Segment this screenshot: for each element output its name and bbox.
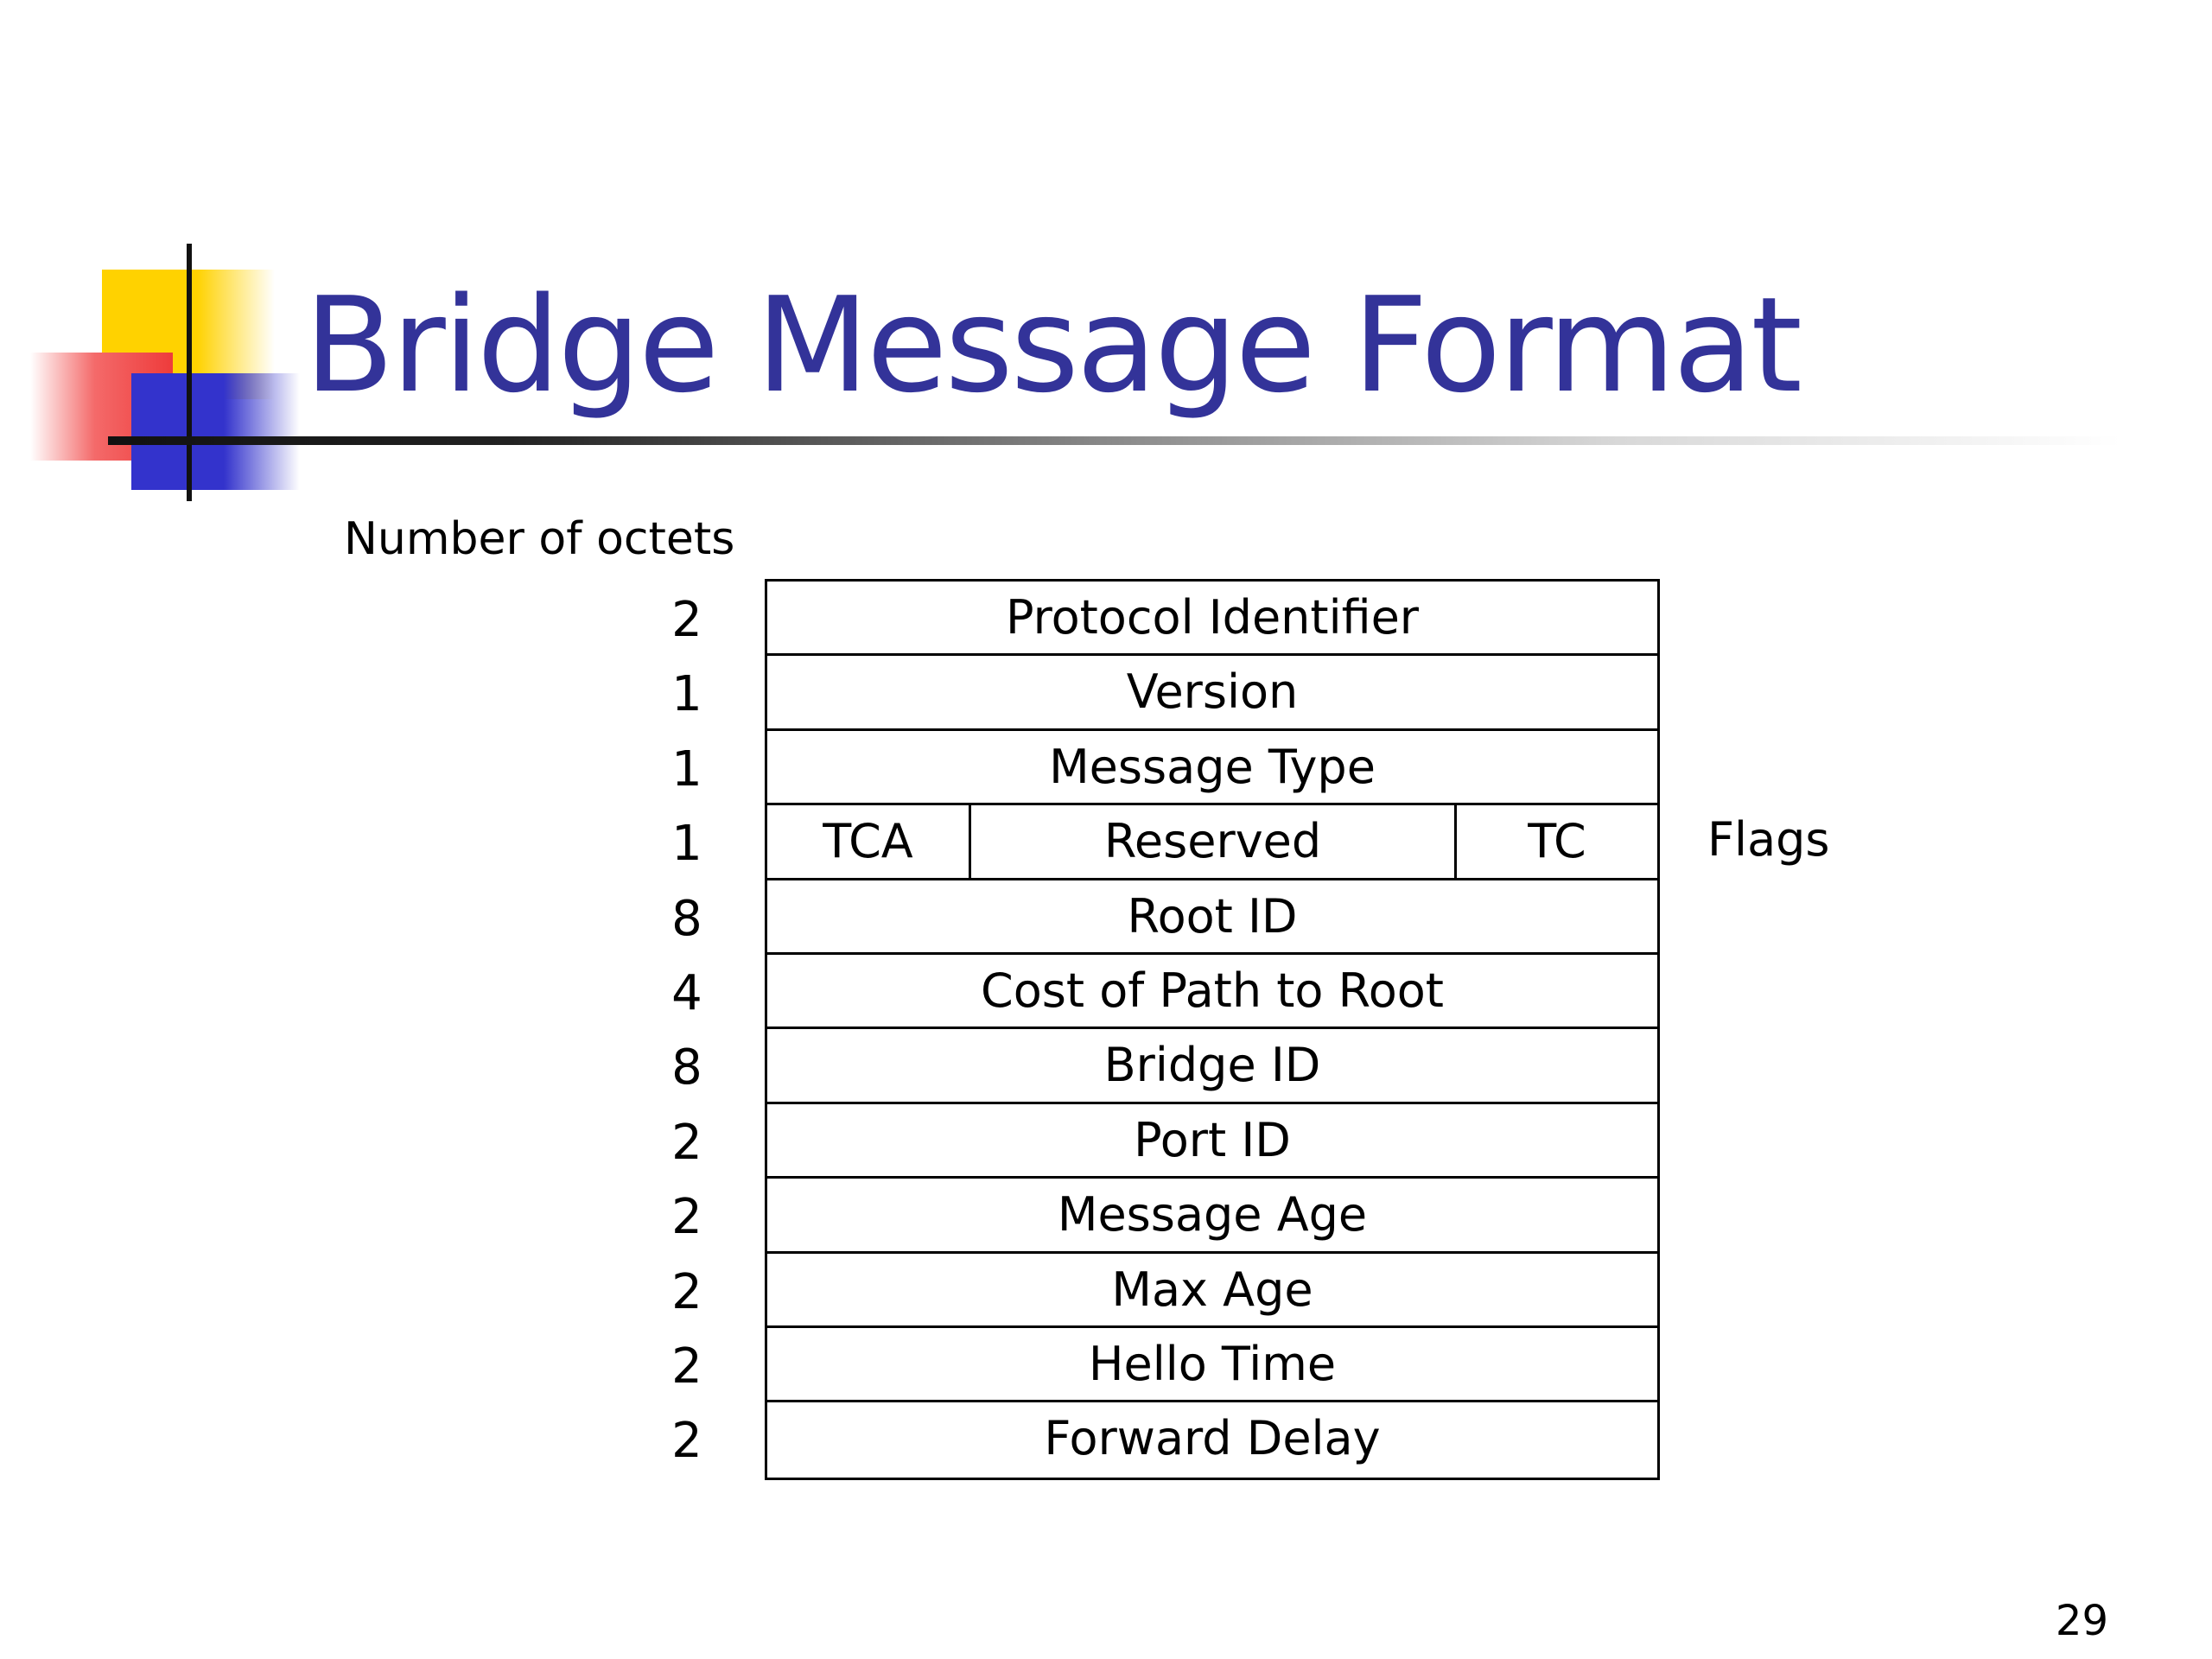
field-message-type: Message Type <box>767 731 1657 805</box>
field-root-id: Root ID <box>767 880 1657 955</box>
flags-label: Flags <box>1707 812 1830 867</box>
field-flags <box>767 805 1657 880</box>
field-cost-of-path: Cost of Path to Root <box>767 955 1657 1029</box>
octet-count: 2 <box>671 1338 702 1395</box>
field-version: Version <box>767 656 1657 730</box>
octet-count: 4 <box>671 964 702 1021</box>
octet-count: 8 <box>671 890 702 947</box>
field-hello-time: Hello Time <box>767 1328 1657 1402</box>
octet-count: 2 <box>671 1189 702 1246</box>
octet-count: 2 <box>671 1263 702 1320</box>
logo-vertical-line <box>187 244 192 501</box>
field-forward-delay: Forward Delay <box>1044 1411 1381 1466</box>
field-max-age: Max Age <box>767 1254 1657 1328</box>
field-port-id: Port ID <box>767 1104 1657 1179</box>
logo-blue-square <box>131 373 300 490</box>
field-bridge-id: Bridge ID <box>767 1029 1657 1103</box>
octet-count: 1 <box>671 816 702 873</box>
octet-count: 2 <box>671 1413 702 1470</box>
octets-column-header: Number of octets <box>344 513 735 565</box>
page-number: 29 <box>2055 1597 2108 1645</box>
flag-reserved: Reserved <box>971 805 1457 877</box>
flag-tc: TC <box>1528 814 1586 869</box>
flag-tca: TCA <box>767 805 971 877</box>
field-protocol-identifier: Protocol Identifier <box>767 582 1657 656</box>
octets-column <box>639 579 734 1475</box>
slide-title: Bridge Message Format <box>304 269 1800 422</box>
octet-count: 1 <box>671 741 702 798</box>
octet-count: 8 <box>671 1039 702 1096</box>
message-format-table <box>765 579 1660 1480</box>
octet-count: 1 <box>671 666 702 723</box>
title-underline <box>108 436 2121 445</box>
field-message-age: Message Age <box>767 1179 1657 1253</box>
octet-count: 2 <box>671 592 702 648</box>
octet-count: 2 <box>671 1114 702 1171</box>
